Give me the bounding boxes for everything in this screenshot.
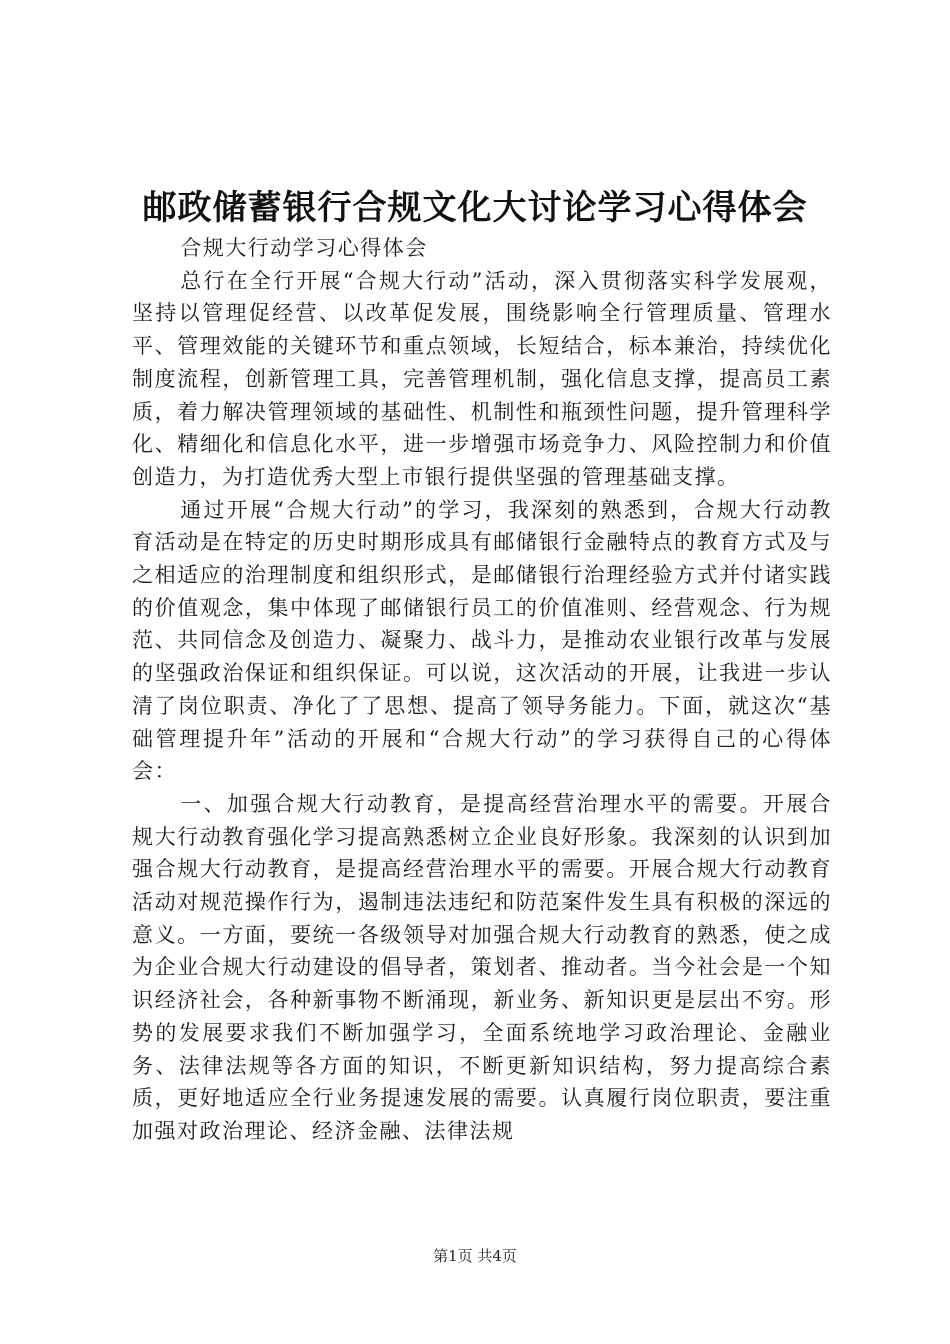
paragraph: 一、加强合规大行动教育，是提高经营治理水平的需要。开展合规大行动教育强化学习提高熟悉树立企业良好形象。我深刻的认识到加强合规大行动教育，是提高经营治理水平的需要。开展合规大行动教育活动对规范操作行为，遏制违法违纪和防范案件发生具有积极的深远的意义。一方面，要统一各级领导对加强合规大行动教育的熟悉，使之成为企业合规大行动建设的倡导者，策划者、推动者。当今社会是一个知识经济社会，各种新事物不断涌现，新业务、新知识更是层出不穷。形势的发展要求我们不断加强学习，全面系统地学习政治理论、金融业务、法律法规等各方面的知识，不断更新知识结构，努力提高综合素质，更好地适应全行业务提速发展的需要。认真履行岗位职责，要注重加强对政治理论、经济金融、法律法规: [132, 791, 832, 1143]
document-body: [132, 232, 832, 1148]
paragraph: 通过开展“合规大行动”的学习，我深刻的熟悉到，合规大行动教育活动是在特定的历史时期形成具有邮储银行金融特点的教育方式及与之相适应的治理制度和组织形式，是邮储银行治理经验方式并付诸实践的价值观念，集中体现了邮储银行员工的价值准则、经营观念、行为规范、共同信念及创造力、凝聚力、战斗力，是推动农业银行改革与发展的坚强政治保证和组织保证。可以说，这次活动的开展，让我进一步认清了岗位职责、净化了了思想、提高了领导务能力。下面，就这次“基础管理提升年”活动的开展和“合规大行动”的学习获得自己的心得体会：: [132, 497, 832, 784]
document-title: 邮政储蓄银行合规文化大讨论学习心得体会: [142, 188, 808, 228]
paragraph-subtitle: 合规大行动学习心得体会: [180, 236, 428, 260]
page-footer: 第1页 共4页: [433, 1247, 517, 1265]
paragraph: 总行在全行开展“合规大行动”活动，深入贯彻落实科学发展观，坚持以管理促经营、以改革促发展，围绕影响全行管理质量、管理水平、管理效能的关键环节和重点领域，长短结合，标本兼治，持续优化制度流程，创新管理工具，完善管理机制，强化信息支撑，提高员工素质，着力解决管理领域的基础性、机制性和瓶颈性问题，提升管理科学化、精细化和信息化水平，进一步增强市场竞争力、风险控制力和价值创造力，为打造优秀大型上市银行提供坚强的管理基础支撑。: [132, 268, 832, 489]
